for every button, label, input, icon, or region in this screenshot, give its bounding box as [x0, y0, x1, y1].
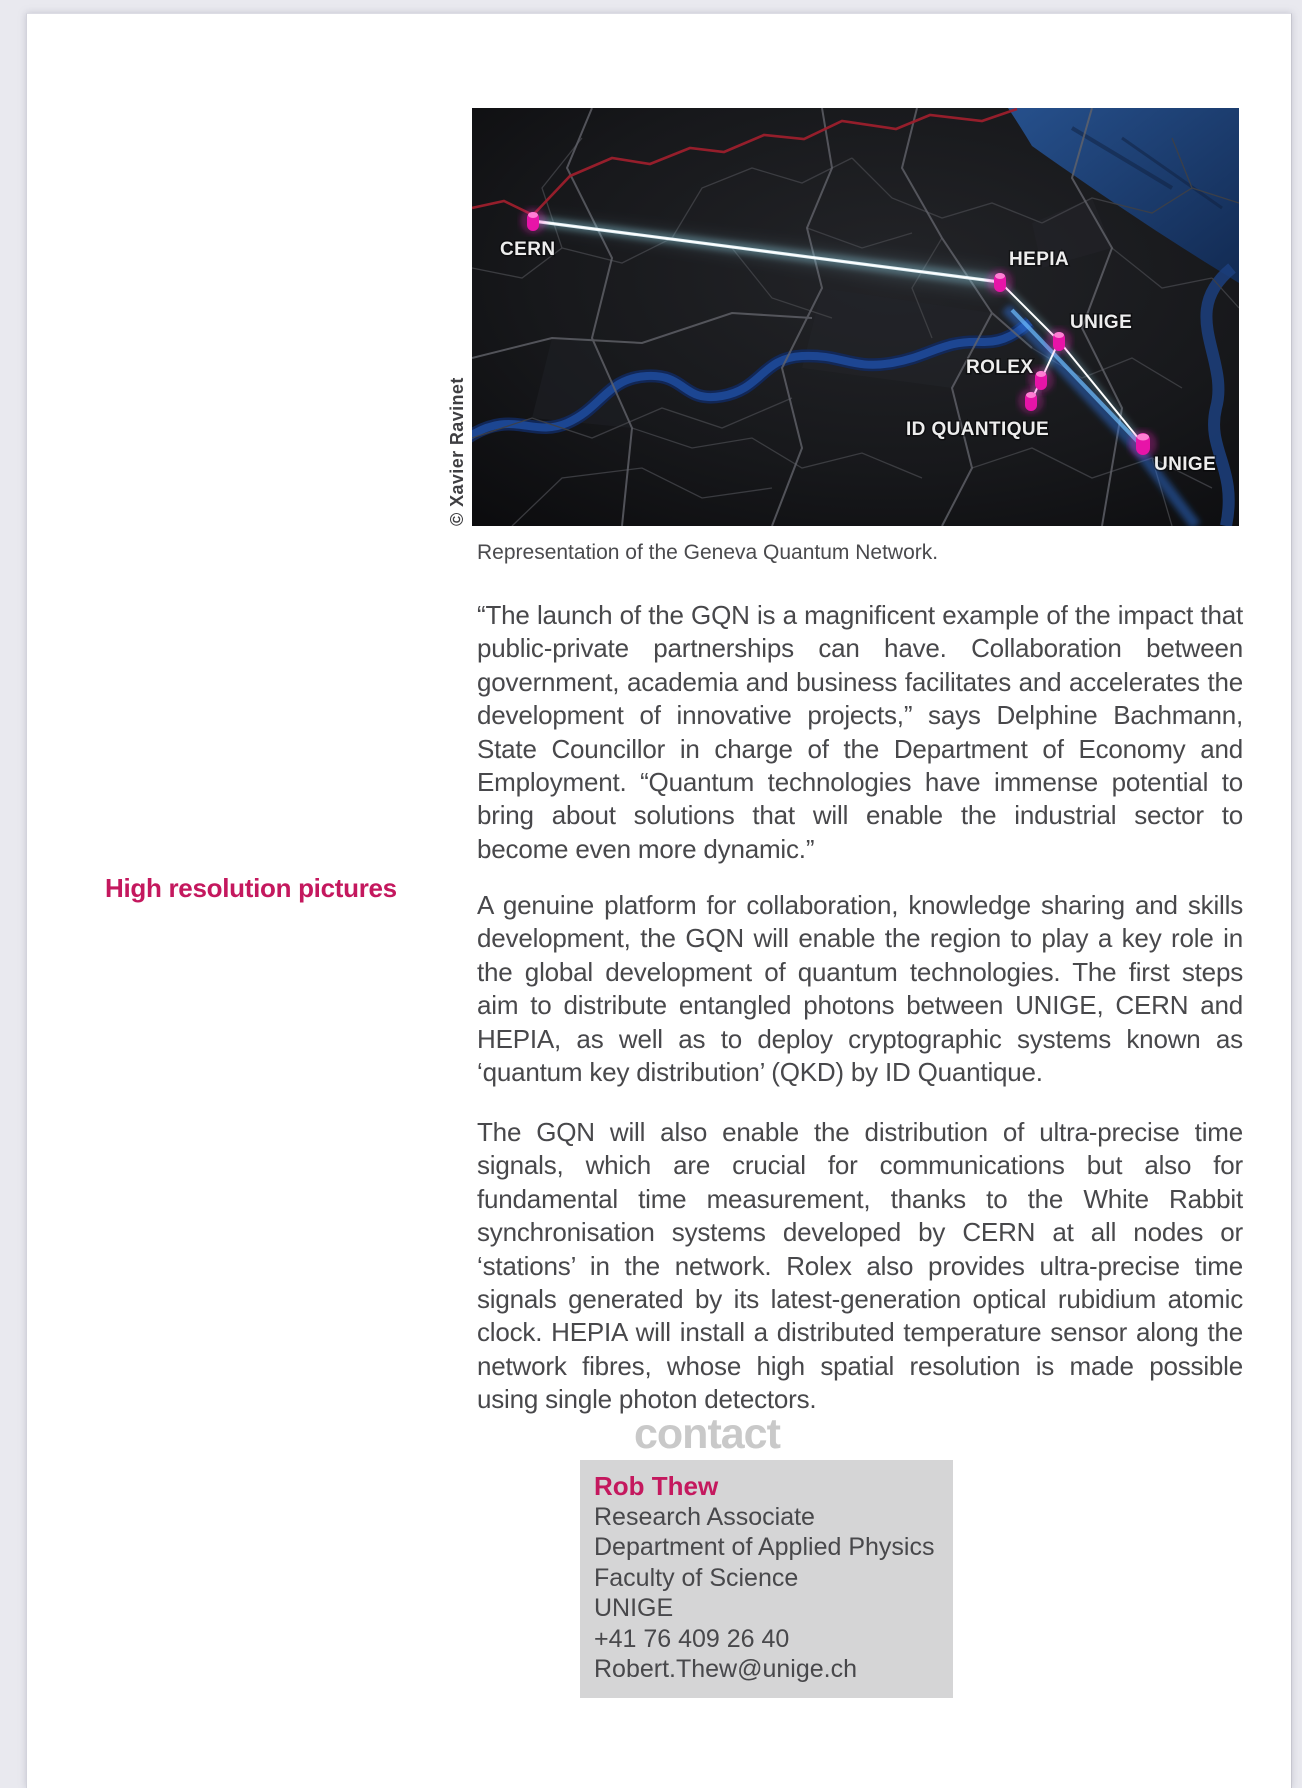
node-unige-1 — [1046, 328, 1072, 354]
map-label-cern: CERN — [500, 239, 556, 260]
contact-phone: +41 76 409 26 40 — [594, 1624, 790, 1653]
map-label-unige-2: UNIGE — [1154, 454, 1217, 475]
contact-card — [580, 1460, 953, 1698]
figure-caption: Representation of the Geneva Quantum Network. — [477, 541, 939, 564]
node-hepia — [987, 269, 1013, 295]
geneva-map-svg — [472, 108, 1239, 526]
node-cern — [520, 208, 546, 234]
sidebar-label-high-resolution-pictures: High resolution pictures — [105, 873, 397, 903]
node-unige-2 — [1129, 430, 1157, 458]
paragraph-quote-bachmann: “The launch of the GQN is a magnificent example of the impact that public-private partnerships can have. Collaboration between government, academia and business facilitates and accelerates the development of innovative projects,” says Delphine Bachmann, State Councillor in charge of the Department of Economy and Employment. “Quantum technologies have immense potential to bring about solutions that will enable the industrial sector to become even more dynamic.” — [477, 600, 1243, 864]
contact-email: Robert.Thew@unige.ch — [594, 1655, 858, 1684]
map-figure — [472, 108, 1239, 526]
contact-role: Research Associate — [594, 1503, 815, 1531]
map-label-rolex: ROLEX — [966, 357, 1034, 378]
map-label-id-quantique: ID QUANTIQUE — [906, 419, 1050, 440]
contact-faculty: Faculty of Science — [594, 1563, 799, 1592]
contact-institution: UNIGE — [594, 1594, 674, 1623]
contact-name: Rob Thew — [594, 1471, 719, 1501]
paragraph-time-signals: The GQN will also enable the distribution of ultra-precise time signals, which are crucial for communications but also for fundamental time measurement, thanks to the White Rabbit synchronisation systems developed by CERN at all nodes or ‘stations’ in the network. Rolex also provides ultra-precise time signals generated by its latest-generation optical rubidium atomic clock. HEPIA will install a distributed temperature sensor along the network fibres, whose high spatial resolution is made possible using single photon detectors. — [477, 1117, 1243, 1415]
node-id-quantique — [1018, 388, 1044, 414]
map-label-hepia: HEPIA — [1009, 249, 1070, 270]
contact-department: Department of Applied Physics — [594, 1533, 935, 1562]
photo-credit: © Xavier Ravinet — [447, 377, 467, 526]
paragraph-platform: A genuine platform for collaboration, knowledge sharing and skills development, the GQN will enable the region to play a key role in the global development of quantum technologies. The first steps aim to distribute entangled photons between UNIGE, CERN and HEPIA, as well as to deploy cryptographic systems known as ‘quantum key distribution’ (QKD) by ID Quantique. — [477, 890, 1243, 1088]
document-page — [26, 13, 1292, 1788]
map-label-unige-1: UNIGE — [1070, 312, 1133, 333]
contact-heading: contact — [634, 1410, 780, 1458]
